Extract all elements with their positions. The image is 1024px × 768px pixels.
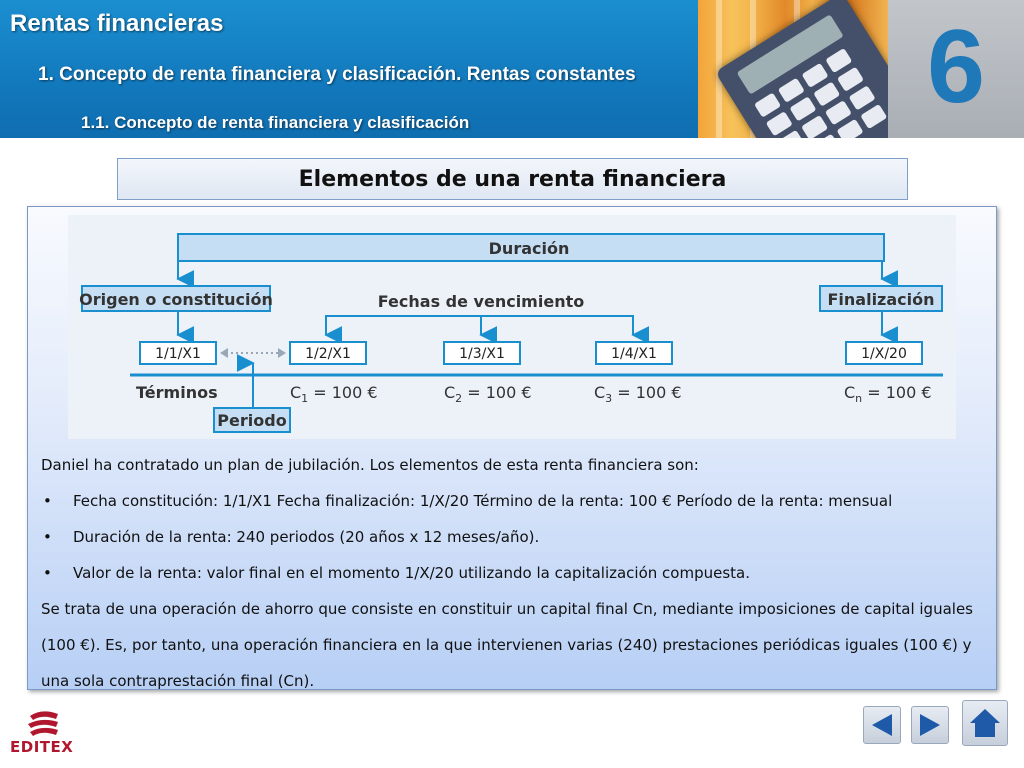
calculator-photo — [698, 0, 888, 138]
editex-logo-text: EDITEX — [10, 738, 74, 756]
arrow-right-icon — [918, 712, 942, 738]
conclusion-paragraph: Se trata de una operación de ahorro que consiste en constituir un capital final Cn, mediante imposiciones de capital iguales (100 €). Es, por tanto, una operación financiera en la que intervienen varias (240) prestaciones periódicas iguales (100 €) y una sola contraprestación final (Cn). — [41, 600, 973, 690]
previous-slide-button[interactable] — [863, 706, 901, 744]
periodo-label: Periodo — [217, 411, 287, 430]
body-text — [41, 447, 986, 699]
section-heading: 1. Concepto de renta financiera y clasificación. Rentas constantes — [38, 64, 636, 85]
bullet-text: Fecha constitución: 1/1/X1 Fecha finalización: 1/X/20 Término de la renta: 100 € Período de la renta: mensual — [73, 492, 893, 510]
home-icon — [968, 707, 1002, 739]
date-box-1 — [290, 342, 366, 364]
term-value: $C_3 = 100$ € — [594, 383, 682, 405]
presentation-title: Rentas financieras — [10, 10, 224, 37]
subsection-heading: 1.1. Concepto de renta financiera y clasificación — [81, 113, 470, 132]
bullet-icon: • — [43, 492, 52, 510]
list-item — [41, 483, 986, 519]
date-box-4 — [846, 342, 922, 364]
date-label: 1/2/X1 — [305, 346, 351, 362]
date-label: 1/4/X1 — [611, 346, 657, 362]
finalizacion-label: Finalización — [827, 290, 935, 309]
bullet-icon: • — [43, 528, 52, 546]
content-panel — [27, 206, 997, 690]
list-item — [41, 555, 986, 591]
intro-paragraph: Daniel ha contratado un plan de jubilación. Los elementos de esta renta financiera son: — [41, 456, 699, 474]
list-item — [41, 519, 986, 555]
date-box-3 — [596, 342, 672, 364]
term-value: $C_n = 100$ € — [844, 383, 932, 405]
date-label: 1/1/X1 — [155, 346, 201, 362]
renta-diagram — [68, 215, 956, 439]
date-box-2 — [444, 342, 520, 364]
arrow-left-icon — [870, 712, 894, 738]
term-value: $C_2 = 100$ € — [444, 383, 532, 405]
slide-title-box — [117, 158, 908, 200]
header-band — [0, 0, 1024, 138]
editex-logo — [10, 710, 80, 758]
chapter-number: 6 — [927, 9, 985, 125]
terminos-label: Términos — [136, 383, 218, 402]
slide-title: Elementos de una renta financiera — [298, 166, 727, 192]
chapter-panel — [888, 0, 1024, 138]
date-box-0 — [140, 342, 216, 364]
date-label: 1/3/X1 — [459, 346, 505, 362]
date-label: 1/X/20 — [861, 346, 907, 362]
fechas-bracket — [326, 316, 633, 333]
term-value: $C_1 = 100$ € — [290, 383, 378, 405]
home-button[interactable] — [962, 700, 1008, 746]
bullet-text: Duración de la renta: 240 periodos (20 años x 12 meses/año). — [73, 528, 540, 546]
origen-label: Origen o constitución — [79, 290, 273, 309]
bullet-text: Valor de la renta: valor final en el momento 1/X/20 utilizando la capitalización compuesta. — [73, 564, 750, 582]
bullet-icon: • — [43, 564, 52, 582]
duracion-label: Duración — [488, 239, 570, 258]
next-slide-button[interactable] — [911, 706, 949, 744]
calculator-icon — [715, 0, 888, 138]
fechas-vencimiento-label: Fechas de vencimiento — [377, 292, 585, 311]
editex-logo-icon — [24, 710, 64, 738]
